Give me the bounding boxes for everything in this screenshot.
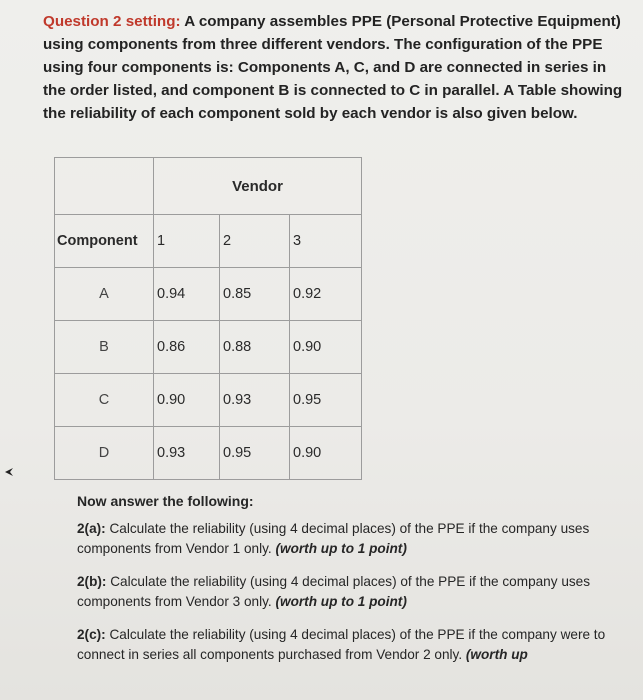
table-row — [55, 427, 362, 480]
vendor-header: Vendor — [154, 158, 362, 215]
vendor-2-header: 2 — [220, 215, 290, 268]
part-2c-worth: (worth up — [465, 647, 528, 662]
cell-c-3: 0.95 — [290, 374, 362, 427]
part-2b-label: 2(b): — [77, 574, 107, 589]
part-2b-worth: (worth up to 1 point) — [275, 594, 407, 609]
part-2c — [77, 625, 632, 665]
vendor-3-header: 3 — [290, 215, 362, 268]
table-corner-cell — [55, 158, 154, 215]
part-2a-text: Calculate the reliability (using 4 decimal places) of the PPE if the company uses components from Vendor 1 only. — [77, 521, 590, 556]
answer-section — [77, 493, 632, 678]
cell-b-1: 0.86 — [154, 321, 220, 374]
question-setting — [43, 10, 633, 125]
cell-a-1: 0.94 — [154, 268, 220, 321]
vendor-1-header: 1 — [154, 215, 220, 268]
table-row — [55, 268, 362, 321]
cursor-arrow-icon — [4, 467, 14, 477]
part-2b-text: Calculate the reliability (using 4 decimal places) of the PPE if the company uses components from Vendor 3 only. — [77, 574, 591, 609]
part-2a-label: 2(a): — [77, 521, 106, 536]
row-label-b: B — [55, 321, 154, 374]
row-label-c: C — [55, 374, 154, 427]
cell-a-2: 0.85 — [220, 268, 290, 321]
cell-b-2: 0.88 — [220, 321, 290, 374]
reliability-table — [54, 157, 362, 480]
cell-c-2: 0.93 — [220, 374, 290, 427]
cell-d-2: 0.95 — [220, 427, 290, 480]
part-2c-text: Calculate the reliability (using 4 decimal places) of the PPE if the company were to connect in series all components purchased from Vendor 2 only. — [77, 627, 606, 662]
cell-a-3: 0.92 — [290, 268, 362, 321]
row-label-d: D — [55, 427, 154, 480]
cell-d-1: 0.93 — [154, 427, 220, 480]
question-title: Question 2 setting: — [43, 13, 181, 30]
part-2c-label: 2(c): — [77, 627, 106, 642]
row-label-a: A — [55, 268, 154, 321]
part-2b — [77, 572, 632, 612]
cell-c-1: 0.90 — [154, 374, 220, 427]
component-header: Component — [55, 215, 154, 268]
answer-title: Now answer the following: — [77, 493, 254, 509]
question-body: A company assembles PPE (Personal Protective Equipment) using components from three different vendors. The configuration of the PPE using four components is: Components A, C, and D are connected in series in the order listed, and component B is connected to C in parallel. A Table showing the reliability of each component sold by each vendor is also given below. — [43, 13, 623, 122]
table-row — [55, 374, 362, 427]
cell-d-3: 0.90 — [290, 427, 362, 480]
part-2a — [77, 519, 632, 559]
part-2a-worth: (worth up to 1 point) — [275, 541, 407, 556]
cell-b-3: 0.90 — [290, 321, 362, 374]
table-row — [55, 321, 362, 374]
